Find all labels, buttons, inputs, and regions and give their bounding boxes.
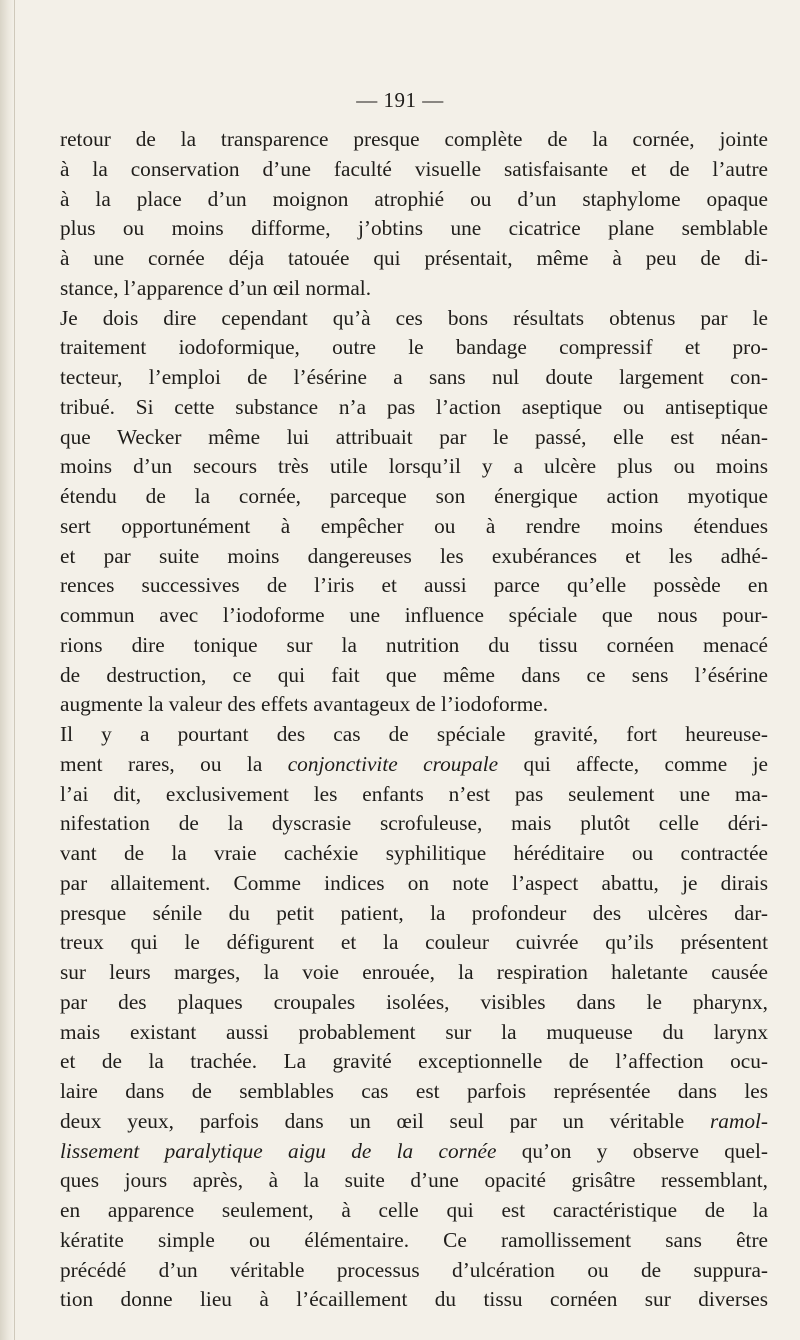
text-line: plus ou moins difforme, j’obtins une cicatrice plane semblable: [60, 216, 768, 241]
text-line: l’ai dit, exclusivement les enfants n’est pas seulement une ma-: [60, 781, 768, 806]
text-line: rions dire tonique sur la nutrition du tissu cornéen menacé: [60, 632, 768, 657]
text-line: stance, l’apparence d’un œil normal.: [60, 275, 372, 300]
text-line: à la place d’un moignon atrophié ou d’un staphylome opaque: [60, 186, 768, 211]
text-line: et par suite moins dangereuses les exubérances et les adhé-: [60, 543, 768, 568]
text-line: que Wecker même lui attribuait par le passé, elle est néan-: [60, 424, 768, 449]
text-line: ques jours après, à la suite d’une opacité grisâtre ressemblant,: [60, 1168, 768, 1193]
italic-text: conjonctivite croupale: [287, 751, 499, 776]
text-line: vant de la vraie cachéxie syphilitique héréditaire ou contractée: [60, 841, 768, 865]
text-line: treux qui le défigurent et la couleur cuivrée qu’ils présentent: [60, 930, 768, 955]
text-line: par allaitement. Comme indices on note l’aspect abattu, je dirais: [60, 870, 768, 895]
page-number: — 191 —: [356, 88, 444, 112]
text-line: laire dans de semblables cas est parfois représentée dans les: [60, 1079, 768, 1103]
text-line: tribué. Si cette substance n’a pas l’action aseptique ou antiseptique: [60, 394, 768, 419]
text-line: lissement paralytique aigu de la cornée qu’on y observe quel-: [60, 1138, 768, 1163]
text-line: sur leurs marges, la voie enrouée, la respiration haletante causée: [60, 960, 768, 984]
italic-text: lissement paralytique aigu de la cornée: [60, 1138, 497, 1163]
body-text: [60, 125, 768, 1315]
text-line: traitement iodoformique, outre le bandage compressif et pro-: [60, 335, 768, 360]
text-line: mais existant aussi probablement sur la muqueuse du larynx: [60, 1019, 768, 1044]
text-line: commun avec l’iodoforme une influence spéciale que nous pour-: [60, 603, 768, 627]
text-line: Il y a pourtant des cas de spéciale gravité, fort heureuse-: [60, 722, 768, 746]
text-line: Je dois dire cependant qu’à ces bons résultats obtenus par le: [60, 305, 768, 330]
text-line: de destruction, ce qui fait que même dans ce sens l’ésérine: [60, 662, 768, 687]
text-line: sert opportunément à empêcher ou à rendre moins étendues: [60, 513, 768, 538]
text-line: rences successives de l’iris et aussi parce qu’elle possède en: [60, 573, 768, 598]
text-line: par des plaques croupales isolées, visibles dans le pharynx,: [60, 989, 768, 1014]
page-edge: [0, 0, 15, 1340]
italic-text: ramol-: [710, 1108, 768, 1133]
text-line: retour de la transparence presque complète de la cornée, jointe: [60, 127, 768, 151]
text-line: étendu de la cornée, parceque son énergique action myotique: [60, 484, 768, 508]
text-line: nifestation de la dyscrasie scrofuleuse, mais plutôt celle déri-: [60, 811, 768, 836]
text-line: à une cornée déja tatouée qui présentait, même à peu de di-: [60, 246, 768, 270]
text-line: presque sénile du petit patient, la profondeur des ulcères dar-: [60, 900, 768, 925]
text-line: ment rares, ou la conjonctivite croupale qui affecte, comme je: [60, 751, 768, 776]
text-line: augmente la valeur des effets avantageux de l’iodoforme.: [60, 692, 549, 717]
text-line: en apparence seulement, à celle qui est caractéristique de la: [60, 1198, 768, 1222]
text-line: et de la trachée. La gravité exceptionnelle de l’affection ocu-: [60, 1049, 768, 1074]
text-line: tion donne lieu à l’écaillement du tissu cornéen sur diverses: [60, 1287, 768, 1312]
text-line: tecteur, l’emploi de l’ésérine a sans nul doute largement con-: [60, 365, 768, 389]
text-line: à la conservation d’une faculté visuelle satisfaisante et de l’autre: [60, 156, 768, 181]
text-line: deux yeux, parfois dans un œil seul par un véritable ramol-: [60, 1108, 768, 1133]
text-line: kératite simple ou élémentaire. Ce ramollissement sans être: [60, 1227, 768, 1252]
text-line: moins d’un secours très utile lorsqu’il y a ulcère plus ou moins: [60, 454, 768, 479]
text-line: précédé d’un véritable processus d’ulcération ou de suppura-: [60, 1257, 768, 1282]
